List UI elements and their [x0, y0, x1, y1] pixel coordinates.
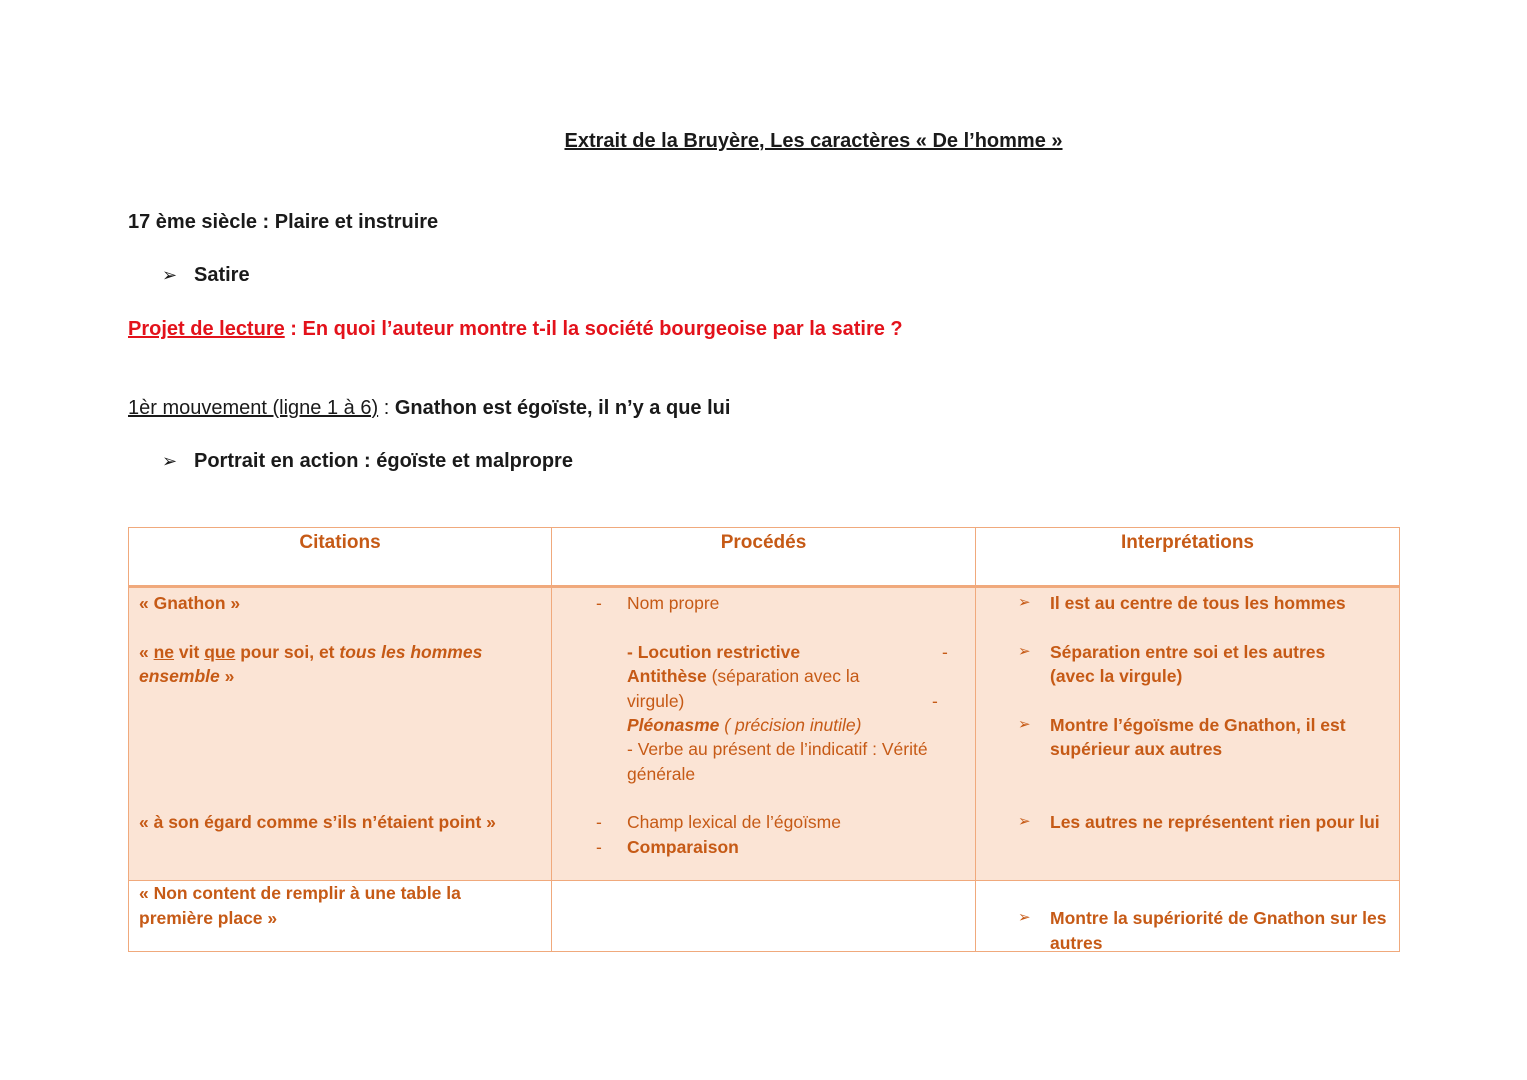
interpretations-cell — [976, 587, 1400, 881]
citation-gnathon: « Gnathon » — [139, 593, 241, 613]
antithese-detail: (séparation avec la — [706, 666, 860, 686]
bullet-portrait-text: Portrait en action : égoïste et malpropre — [194, 450, 573, 472]
procede-comparaison: Comparaison — [627, 837, 739, 857]
procede-verbe-present: - Verbe au présent de l’indicatif : Vérité — [627, 739, 928, 759]
dash-marker: - — [596, 837, 602, 857]
interpretations-cell — [976, 881, 1400, 952]
century-heading: 17 ème siècle : Plaire et instruire — [128, 211, 439, 233]
table-row — [129, 881, 1400, 952]
arrow-bullet-icon: ➢ — [1018, 594, 1031, 611]
dash-marker: - — [932, 691, 938, 711]
bullet-satire — [162, 264, 250, 287]
analysis-table — [128, 527, 1400, 952]
document-title: Extrait de la Bruyère, Les caractères « De l’homme » — [564, 130, 1063, 152]
dash-marker: - — [596, 593, 602, 613]
pleonasme-detail: ( précision inutile) — [719, 715, 862, 735]
dash-marker: - — [596, 812, 602, 832]
reading-project-label: Projet de lecture — [128, 318, 285, 340]
arrow-bullet-icon: ➢ — [1018, 716, 1031, 733]
interp-egoisme: Montre l’égoïsme de Gnathon, il est — [1050, 715, 1346, 735]
procedes-cell — [552, 587, 976, 881]
citation-a-son-egard: « à son égard comme s’ils n’étaient point » — [139, 812, 496, 832]
quote-close: » — [219, 666, 235, 686]
arrow-bullet-icon: ➢ — [1018, 643, 1031, 660]
bullet-portrait — [162, 450, 573, 473]
procede-generale: générale — [627, 764, 696, 784]
arrow-bullet-icon: ➢ — [162, 451, 178, 471]
reading-project-question: : En quoi l’auteur montre t-il la société bourgeoise par la satire ? — [284, 318, 903, 340]
header-procedes: Procédés — [552, 528, 976, 587]
header-interpretations: Interprétations — [976, 528, 1400, 587]
citation-ne-vit-que — [139, 640, 482, 665]
quote-open: « — [139, 642, 154, 662]
words-pour-soi: pour soi, et — [235, 642, 340, 662]
reading-project — [128, 318, 903, 341]
interp-superiorite: Montre la supériorité de Gnathon sur les — [1050, 908, 1387, 928]
dash-marker: - — [942, 642, 948, 662]
first-movement-label: 1èr mouvement (ligne 1 à 6) — [128, 397, 379, 419]
word-que: que — [204, 642, 236, 662]
citation-premiere-place: première place » — [139, 908, 278, 928]
arrow-bullet-icon: ➢ — [1018, 909, 1031, 926]
table-row — [129, 587, 1400, 881]
interp-superieur: supérieur aux autres — [1050, 739, 1223, 759]
citations-cell — [129, 881, 552, 952]
citations-cell — [129, 587, 552, 881]
interp-separation-virgule: (avec la virgule) — [1050, 666, 1183, 686]
citation-non-content: « Non content de remplir à une table la — [139, 883, 461, 903]
arrow-bullet-icon: ➢ — [162, 265, 178, 285]
words-tous-les-hommes: tous les hommes — [339, 642, 483, 662]
interp-separation: Séparation entre soi et les autres — [1050, 642, 1326, 662]
word-vit: vit — [174, 642, 205, 662]
procede-champ-lexical: Champ lexical de l’égoïsme — [627, 812, 841, 832]
procede-nom-propre: Nom propre — [627, 593, 720, 613]
word-ensemble: ensemble — [139, 666, 220, 686]
header-citations: Citations — [129, 528, 552, 587]
table-header-row — [129, 528, 1400, 587]
pleonasme-label: Pléonasme — [627, 715, 720, 735]
antithese-label: Antithèse — [627, 666, 707, 686]
citation-ensemble — [139, 664, 234, 689]
first-movement-text: Gnathon est égoïste, il n’y a que lui — [394, 397, 731, 419]
interp-centre: Il est au centre de tous les hommes — [1050, 593, 1346, 613]
procedes-cell — [552, 881, 976, 952]
first-movement-sep: : — [378, 397, 395, 419]
interp-superiorite-autres: autres — [1050, 933, 1103, 953]
interp-autres-rien: Les autres ne représentent rien pour lui — [1050, 812, 1380, 832]
procede-virgule: virgule) — [627, 691, 685, 711]
procede-antithese — [627, 664, 859, 689]
first-movement — [128, 397, 730, 420]
procede-locution-restrictive: - Locution restrictive — [627, 642, 801, 662]
arrow-bullet-icon: ➢ — [1018, 813, 1031, 830]
word-ne: ne — [153, 642, 175, 662]
procede-pleonasme — [627, 713, 861, 738]
bullet-satire-text: Satire — [194, 264, 250, 286]
